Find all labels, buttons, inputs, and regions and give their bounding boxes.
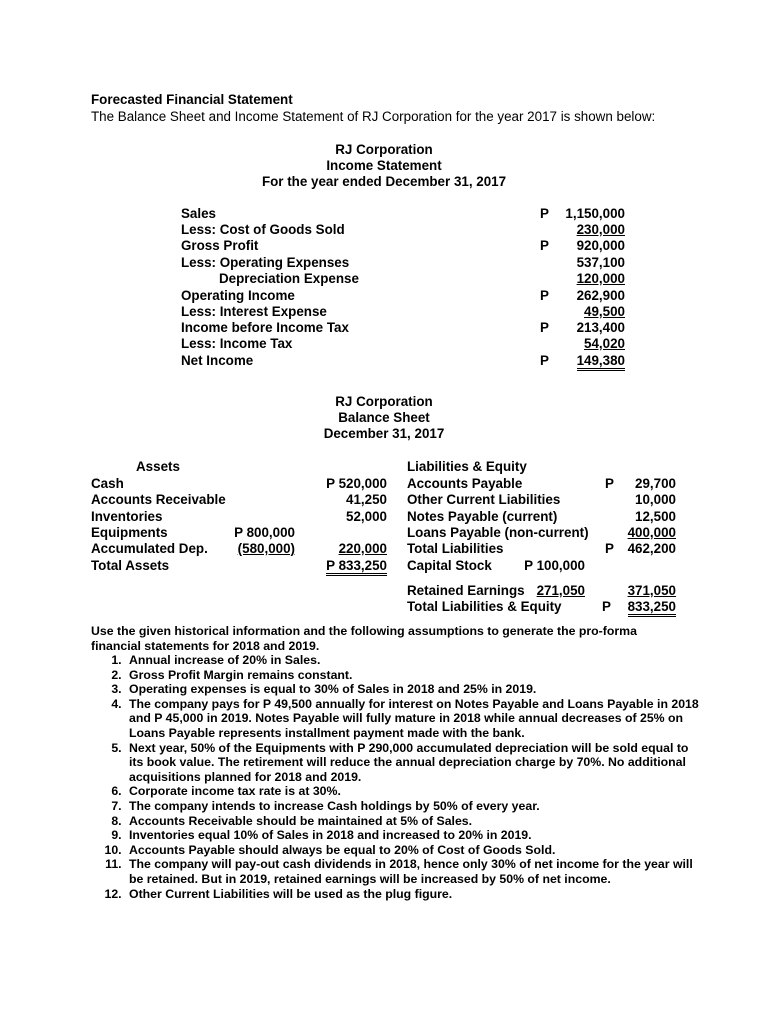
is-row-value: 920,000 [576,238,625,253]
list-item: 6. Corporate income tax rate is at 30%. [125,784,705,799]
list-item: 11. The company will pay-out cash dividends in 2018, hence only 30% of net income for the year will be retained. But in 2019, retained earnings will be increased by 50% of net income. [125,857,705,886]
liab-value: 462,200 [627,541,676,556]
is-row-value: 1,150,000 [565,206,625,221]
bs-name: Balance Sheet [338,410,430,425]
asset-label: Equipments [91,525,168,540]
is-row-value: 537,100 [576,255,625,270]
list-item: 5. Next year, 50% of the Equipments with P 290,000 accumulated depreciation will be sold equal to its book value. The retirement will reduce the annual depreciation charge by 70%. No additional acquisitions planned for 2018 and 2019. [125,741,705,785]
liab-label: Total Liabilities & Equity [407,599,562,614]
liab-label: Capital Stock [407,558,492,573]
is-row-label: Less: Cost of Goods Sold [181,222,345,237]
asset-value: 41,250 [346,492,387,507]
is-row-label: Gross Profit [181,238,259,253]
is-company: RJ Corporation [335,142,433,157]
is-row-label: Income before Income Tax [181,320,349,335]
is-row-label: Sales [181,206,216,221]
assumptions-intro: Use the given historical information and the following assumptions to generate the pro-forma financial statements for 2018 and 2019. [91,624,637,653]
asset-subvalue: (580,000) [237,541,295,556]
liab-label: Other Current Liabilities [407,492,561,507]
is-row-label: Depreciation Expense [219,271,359,286]
liab-currency: P [605,476,614,491]
liab-label: Loans Payable (non-current) [407,525,589,540]
asset-value: 220,000 [338,541,387,556]
list-item: 3. Operating expenses is equal to 30% of Sales in 2018 and 25% in 2019. [125,682,705,697]
is-period: For the year ended December 31, 2017 [261,174,507,189]
liab-value: 833,250 [628,599,676,617]
list-item: 7. The company intends to increase Cash holdings by 50% of every year. [125,799,705,814]
is-row-value: 230,000 [576,222,625,237]
liab-label: Accounts Payable [407,476,523,491]
assets-header: Assets [136,459,180,474]
document-intro: The Balance Sheet and Income Statement of RJ Corporation for the year 2017 is shown below: [91,109,656,124]
is-row-label: Operating Income [181,288,295,303]
liab-value: 371,050 [627,583,676,598]
liab-label: Notes Payable (current) [407,509,558,524]
assumptions-list [91,653,705,901]
is-row-value: 49,500 [584,304,625,319]
liab-label: Total Liabilities [407,541,504,556]
is-row-value: 213,400 [576,320,625,335]
liab-currency: P [605,541,614,556]
is-row-label: Less: Income Tax [181,336,293,351]
liab-label: Retained Earnings [407,583,525,598]
is-row-label: Net Income [181,353,254,368]
asset-label: Accounts Receivable [91,492,226,507]
is-row-value: 262,900 [576,288,625,303]
is-row-label: Less: Interest Expense [181,304,327,319]
list-item: 12. Other Current Liabilities will be used as the plug figure. [125,887,705,902]
document-title: Forecasted Financial Statement [91,92,293,107]
bs-company: RJ Corporation [335,394,433,409]
liab-header: Liabilities & Equity [407,459,527,474]
list-item: 2. Gross Profit Margin remains constant. [125,668,705,683]
is-name: Income Statement [326,158,442,173]
is-row-currency: P [540,238,549,253]
is-row-currency: P [540,206,549,221]
liab-currency: P [602,599,611,614]
liab-value: 10,000 [635,492,676,507]
list-item: 8. Accounts Receivable should be maintained at 5% of Sales. [125,814,705,829]
is-row-value: 120,000 [576,271,625,286]
bs-date: December 31, 2017 [323,426,445,441]
asset-value: P 833,250 [326,558,387,576]
list-item: 9. Inventories equal 10% of Sales in 2018 and increased to 20% in 2019. [125,828,705,843]
liab-subvalue: P 100,000 [524,558,585,573]
is-row-value: 54,020 [584,336,625,351]
asset-value: 52,000 [346,509,387,524]
asset-label: Inventories [91,509,163,524]
is-row-currency: P [540,320,549,335]
asset-label: Accumulated Dep. [91,541,208,556]
list-item: 10. Accounts Payable should always be equal to 20% of Cost of Goods Sold. [125,843,705,858]
asset-subvalue: P 800,000 [234,525,295,540]
liab-subvalue: 271,050 [536,583,585,598]
asset-label: Cash [91,476,124,491]
is-row-currency: P [540,353,549,368]
liab-value: 400,000 [627,525,676,540]
asset-value: P 520,000 [326,476,387,491]
liab-value: 12,500 [635,509,676,524]
is-row-value: 149,380 [577,353,625,371]
is-row-currency: P [540,288,549,303]
list-item: 1. Annual increase of 20% in Sales. [125,653,705,668]
asset-label: Total Assets [91,558,170,573]
is-row-label: Less: Operating Expenses [181,255,350,270]
list-item: 4. The company pays for P 49,500 annually for interest on Notes Payable and Loans Payable in 2018 and P 45,000 in 2019. Notes Payable will fully mature in 2018 while annual decreases of 25% on Loans Payable represents installment payment made with the bank. [125,697,705,741]
liab-value: 29,700 [635,476,676,491]
